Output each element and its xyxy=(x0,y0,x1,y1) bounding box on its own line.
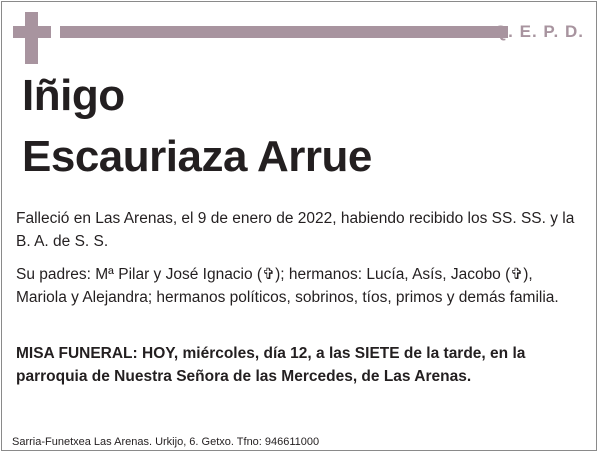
qepd-label: Q. E. P. D. xyxy=(493,22,584,41)
family-paragraph: Su padres: Mª Pilar y José Ignacio (✞); hermanos: Lucía, Asís, Jacobo (✞), Mariola y Alejandra; hermanos políticos, sobrinos, tíos, primos y demás familia. xyxy=(16,266,559,306)
funeral-mass-paragraph: MISA FUNERAL: HOY, miércoles, día 12, a las SIETE de la tarde, en la parroquia de Nuestra Señora de las Mercedes, de Las Arenas. xyxy=(16,345,526,385)
death-notice-paragraph: Falleció en Las Arenas, el 9 de enero de 2022, habiendo recibido los SS. SS. y la B. A. de S. S. xyxy=(16,210,575,250)
first-name: Iñigo xyxy=(22,71,125,120)
latin-cross-icon xyxy=(13,12,51,64)
obituary-card xyxy=(1,1,597,451)
surnames: Escauriaza Arrue xyxy=(22,132,372,181)
funeral-home-footer: Sarria-Funetxea Las Arenas. Urkijo, 6. Getxo. Tfno: 946611000 xyxy=(12,436,320,448)
header-rule xyxy=(60,26,508,38)
